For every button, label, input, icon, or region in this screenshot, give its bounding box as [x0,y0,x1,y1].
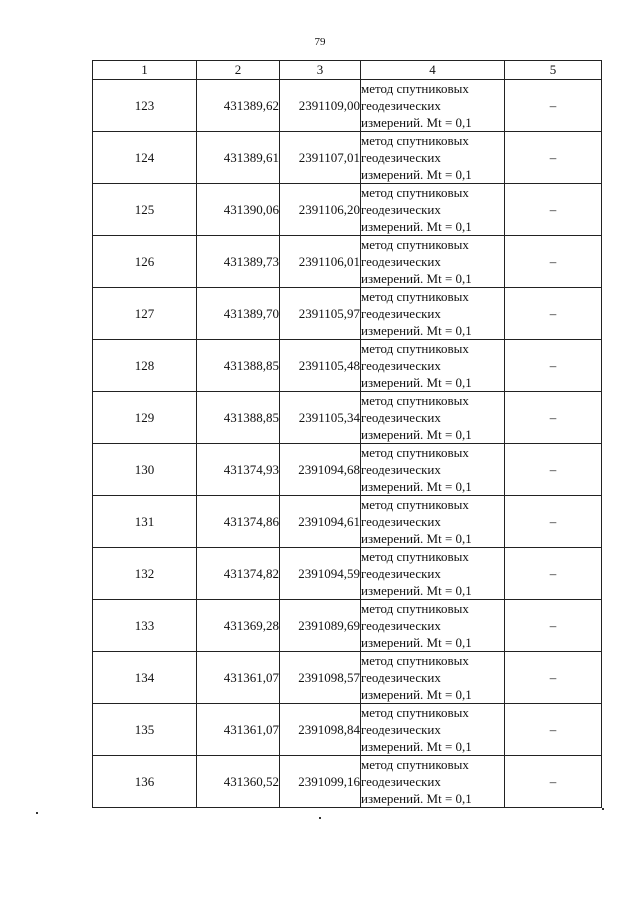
note-cell: – [505,652,602,704]
table-row [93,496,602,548]
method-line: измерений. Mt = 0,1 [361,115,472,130]
x-coordinate-cell: 431374,82 [197,548,280,600]
method-cell [361,548,505,600]
y-coordinate-cell: 2391109,00 [280,80,361,132]
x-coordinate-cell: 431361,07 [197,704,280,756]
method-cell [361,80,505,132]
table-row [93,600,602,652]
method-line: метод спутниковых [361,237,469,252]
point-number-cell: 131 [93,496,197,548]
method-line: измерений. Mt = 0,1 [361,167,472,182]
y-coordinate-cell: 2391089,69 [280,600,361,652]
method-line: геодезических [361,566,441,581]
table-row [93,548,602,600]
method-line: геодезических [361,358,441,373]
method-line: измерений. Mt = 0,1 [361,739,472,754]
method-line: измерений. Mt = 0,1 [361,271,472,286]
point-number-cell: 133 [93,600,197,652]
method-cell [361,132,505,184]
x-coordinate-cell: 431369,28 [197,600,280,652]
method-line: измерений. Mt = 0,1 [361,323,472,338]
x-coordinate-cell: 431361,07 [197,652,280,704]
y-coordinate-cell: 2391105,34 [280,392,361,444]
method-line: метод спутниковых [361,133,469,148]
y-coordinate-cell: 2391094,61 [280,496,361,548]
method-line: геодезических [361,150,441,165]
x-coordinate-cell: 431389,61 [197,132,280,184]
table-row [93,132,602,184]
table-row [93,80,602,132]
point-number-cell: 124 [93,132,197,184]
method-line: метод спутниковых [361,445,469,460]
note-cell: – [505,496,602,548]
table-row [93,756,602,808]
method-line: геодезических [361,306,441,321]
x-coordinate-cell: 431388,85 [197,392,280,444]
method-line: геодезических [361,722,441,737]
table-row [93,444,602,496]
y-coordinate-cell: 2391098,57 [280,652,361,704]
method-cell [361,288,505,340]
method-line: метод спутниковых [361,549,469,564]
y-coordinate-cell: 2391099,16 [280,756,361,808]
y-coordinate-cell: 2391094,68 [280,444,361,496]
x-coordinate-cell: 431388,85 [197,340,280,392]
note-cell: – [505,236,602,288]
scan-mark-left [36,812,38,814]
header-col-1: 1 [93,61,197,80]
note-cell: – [505,80,602,132]
method-cell [361,392,505,444]
method-line: геодезических [361,774,441,789]
table-row [93,704,602,756]
method-line: измерений. Mt = 0,1 [361,583,472,598]
scan-mark-right [602,808,604,810]
x-coordinate-cell: 431389,62 [197,80,280,132]
table-row [93,392,602,444]
page-number: 79 [314,36,326,48]
method-line: измерений. Mt = 0,1 [361,479,472,494]
method-line: метод спутниковых [361,705,469,720]
point-number-cell: 135 [93,704,197,756]
note-cell: – [505,600,602,652]
note-cell: – [505,288,602,340]
table-body [93,80,602,808]
method-line: геодезических [361,410,441,425]
x-coordinate-cell: 431389,70 [197,288,280,340]
method-cell [361,704,505,756]
method-cell [361,444,505,496]
method-line: измерений. Mt = 0,1 [361,791,472,806]
point-number-cell: 130 [93,444,197,496]
y-coordinate-cell: 2391106,01 [280,236,361,288]
point-number-cell: 128 [93,340,197,392]
header-col-5: 5 [505,61,602,80]
point-number-cell: 134 [93,652,197,704]
table-row [93,184,602,236]
table-row [93,236,602,288]
note-cell: – [505,392,602,444]
note-cell: – [505,756,602,808]
method-line: геодезических [361,618,441,633]
method-line: измерений. Mt = 0,1 [361,531,472,546]
method-cell [361,496,505,548]
method-line: геодезических [361,462,441,477]
table-row [93,340,602,392]
point-number-cell: 126 [93,236,197,288]
table-row [93,652,602,704]
method-line: метод спутниковых [361,341,469,356]
method-line: геодезических [361,254,441,269]
x-coordinate-cell: 431390,06 [197,184,280,236]
point-number-cell: 125 [93,184,197,236]
note-cell: – [505,184,602,236]
x-coordinate-cell: 431374,93 [197,444,280,496]
table-header-row [93,61,602,80]
scan-mark-center [319,817,321,819]
method-line: метод спутниковых [361,497,469,512]
method-line: метод спутниковых [361,757,469,772]
method-line: измерений. Mt = 0,1 [361,219,472,234]
table-row [93,288,602,340]
note-cell: – [505,548,602,600]
point-number-cell: 129 [93,392,197,444]
point-number-cell: 123 [93,80,197,132]
method-cell [361,340,505,392]
y-coordinate-cell: 2391105,48 [280,340,361,392]
y-coordinate-cell: 2391106,20 [280,184,361,236]
note-cell: – [505,444,602,496]
method-line: измерений. Mt = 0,1 [361,375,472,390]
x-coordinate-cell: 431360,52 [197,756,280,808]
header-col-2: 2 [197,61,280,80]
method-line: метод спутниковых [361,289,469,304]
point-number-cell: 136 [93,756,197,808]
method-cell [361,184,505,236]
coordinates-table [92,60,602,808]
method-line: геодезических [361,514,441,529]
header-col-3: 3 [280,61,361,80]
method-line: метод спутниковых [361,185,469,200]
note-cell: – [505,132,602,184]
method-line: геодезических [361,670,441,685]
x-coordinate-cell: 431374,86 [197,496,280,548]
method-line: метод спутниковых [361,653,469,668]
method-cell [361,756,505,808]
method-cell [361,652,505,704]
y-coordinate-cell: 2391107,01 [280,132,361,184]
method-line: метод спутниковых [361,81,469,96]
method-line: геодезических [361,202,441,217]
x-coordinate-cell: 431389,73 [197,236,280,288]
y-coordinate-cell: 2391098,84 [280,704,361,756]
point-number-cell: 132 [93,548,197,600]
method-line: геодезических [361,98,441,113]
method-cell [361,236,505,288]
note-cell: – [505,340,602,392]
method-line: метод спутниковых [361,601,469,616]
method-line: измерений. Mt = 0,1 [361,687,472,702]
method-line: измерений. Mt = 0,1 [361,427,472,442]
method-cell [361,600,505,652]
y-coordinate-cell: 2391105,97 [280,288,361,340]
point-number-cell: 127 [93,288,197,340]
method-line: измерений. Mt = 0,1 [361,635,472,650]
method-line: метод спутниковых [361,393,469,408]
header-col-4: 4 [361,61,505,80]
y-coordinate-cell: 2391094,59 [280,548,361,600]
note-cell: – [505,704,602,756]
